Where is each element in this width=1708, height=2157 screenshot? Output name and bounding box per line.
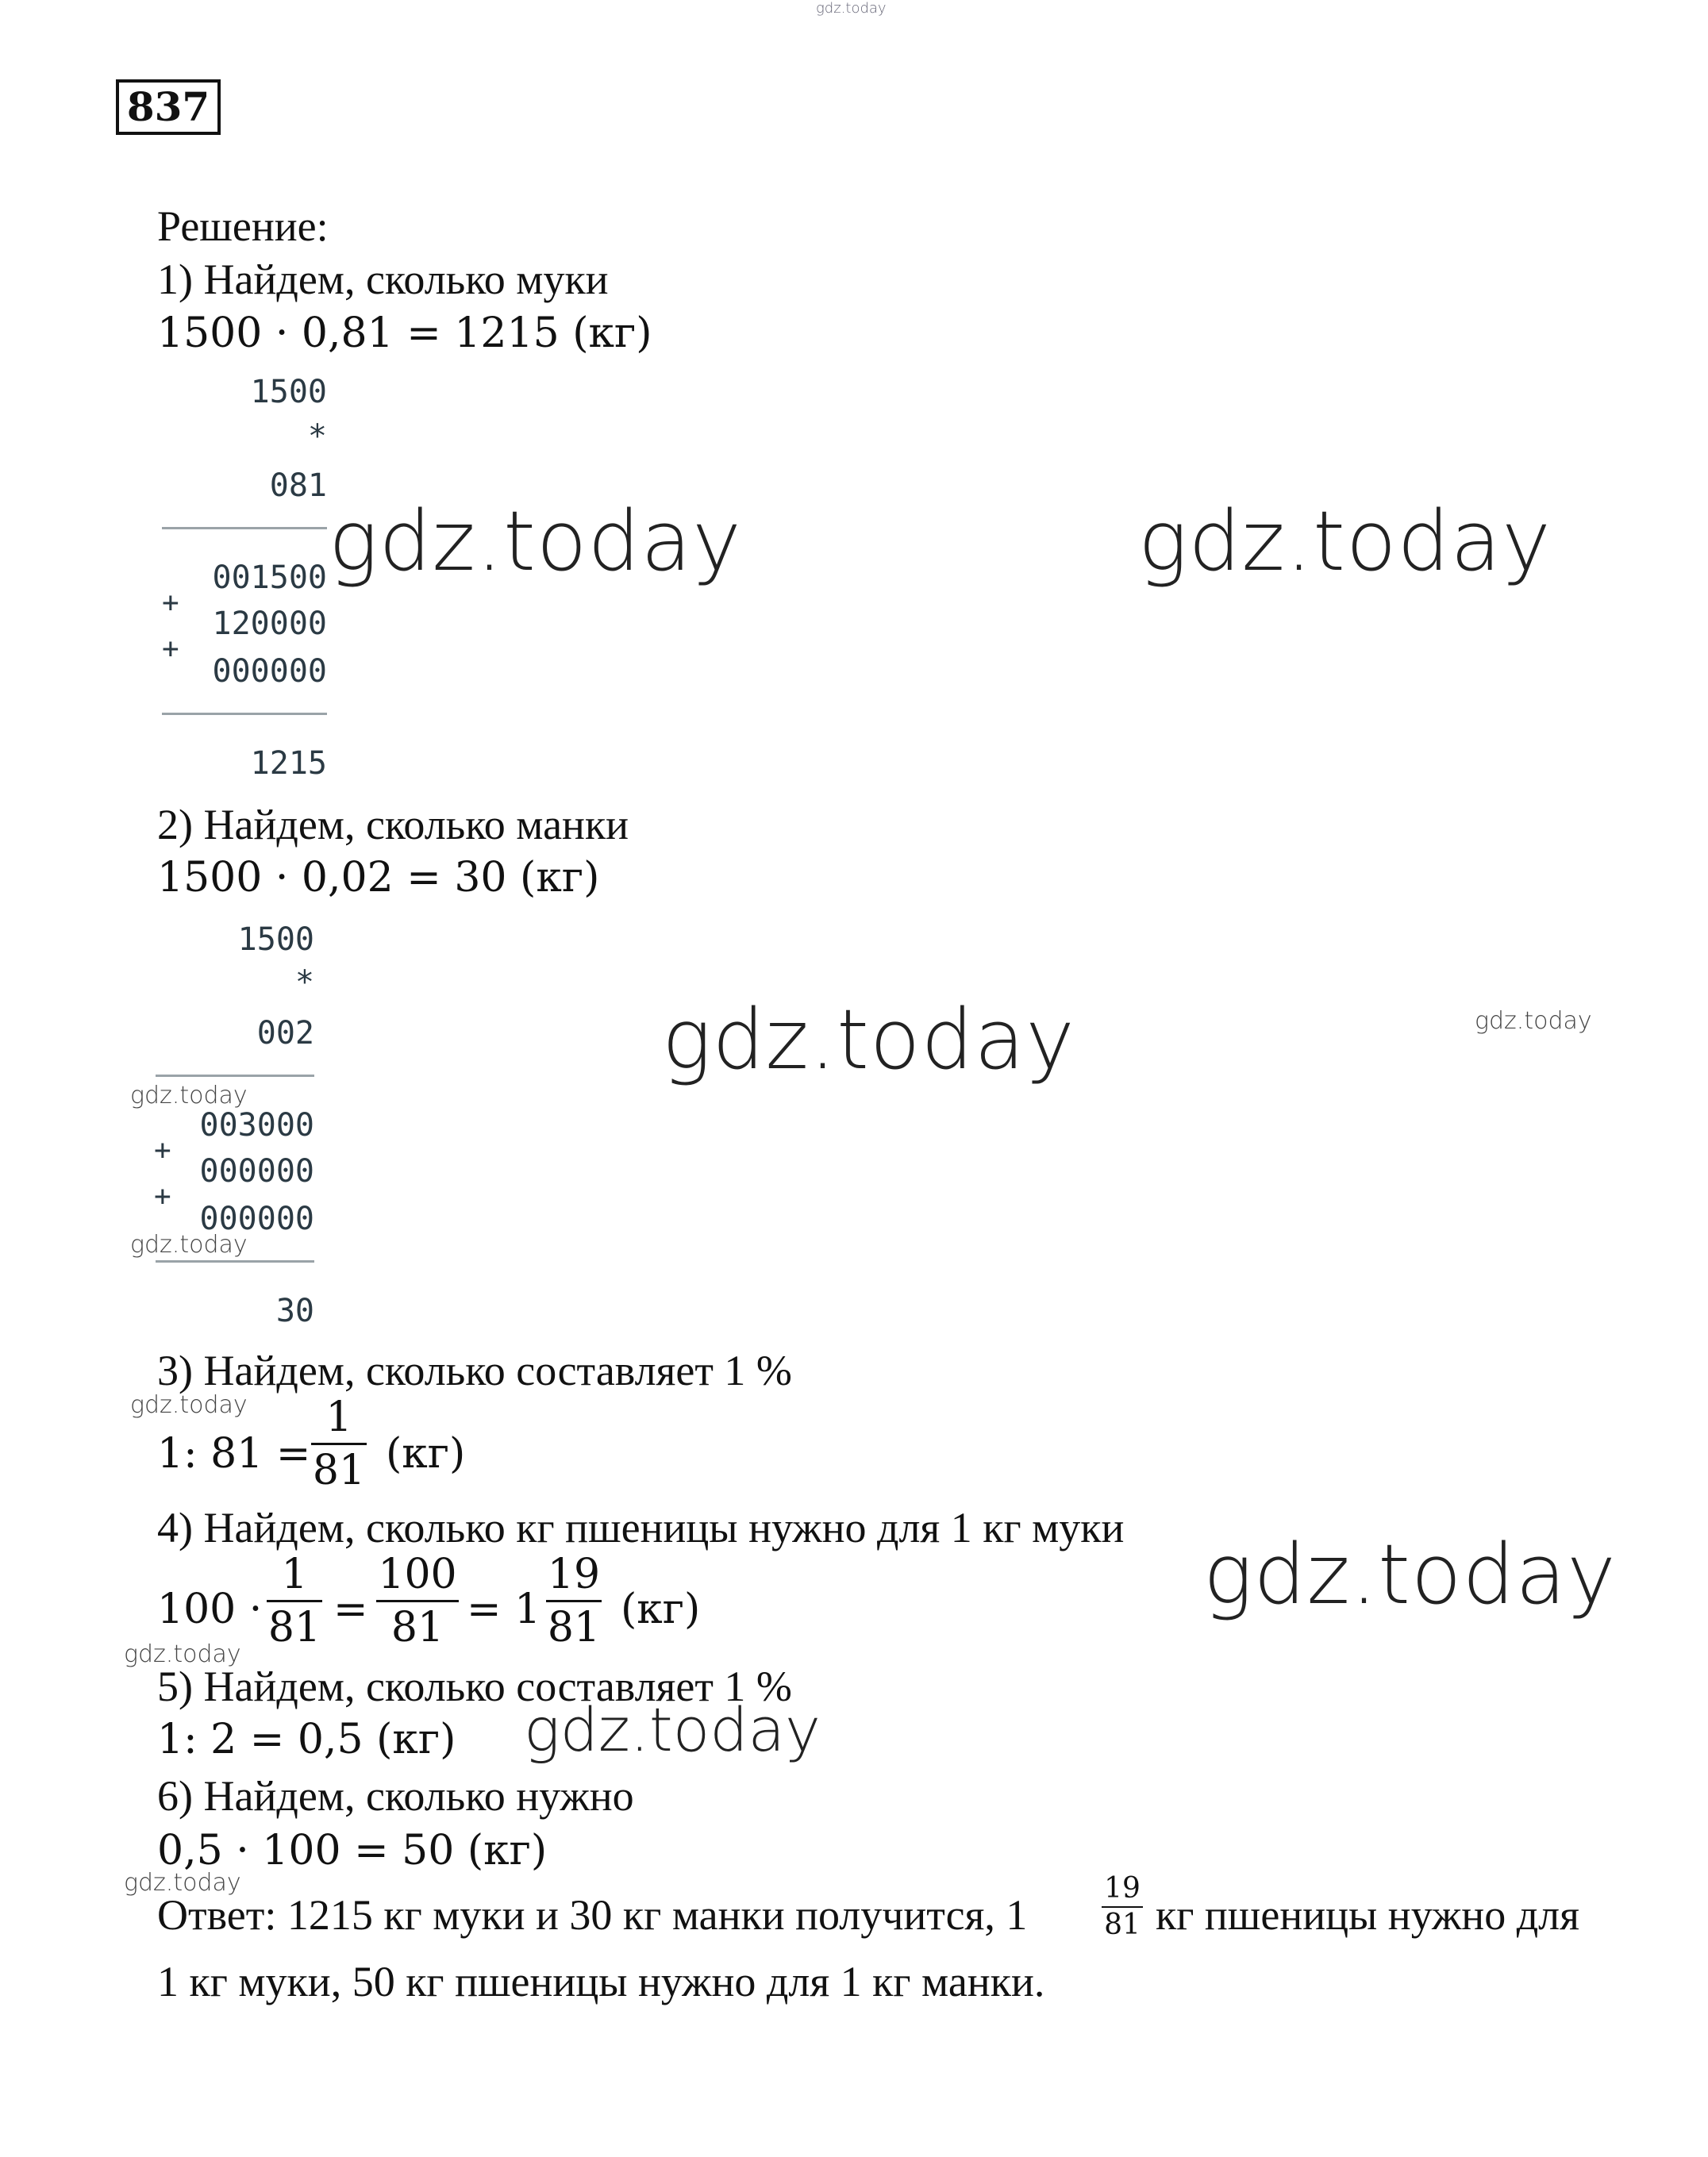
watermark-mid-1: gdz.today: [524, 1694, 821, 1765]
step1-col-plus1: +: [162, 586, 179, 619]
answer-frac-num: 19: [1104, 1872, 1141, 1905]
step2-col-partial1: 003000: [199, 1107, 314, 1144]
step3-frac-num: 1: [325, 1394, 352, 1441]
step4-frac3-bar: [546, 1600, 602, 1602]
answer-part1: Ответ: 1215 кг муки и 30 кг манки получится, 1: [157, 1891, 1028, 1939]
step3-title: 3) Найдем, сколько составляет 1 %: [157, 1347, 792, 1394]
step4-frac2-den: 81: [390, 1604, 444, 1651]
step2-col-plus1: +: [154, 1134, 171, 1167]
step5-equation: 1: 2 = 0,5 (кг): [157, 1716, 456, 1763]
answer-fraction: [1102, 1874, 1143, 1940]
watermark-small-5: gdz.today: [124, 1640, 241, 1668]
step1-col-op: *: [307, 418, 327, 455]
step1-col-partial1: 001500: [212, 559, 327, 596]
step1-col-partial3: 000000: [212, 653, 327, 690]
step2-col-partial3: 000000: [199, 1201, 314, 1237]
step3-unit: (кг): [386, 1430, 466, 1478]
step4-frac2-bar: [376, 1600, 459, 1602]
step1-col-partial2: 120000: [212, 606, 327, 642]
step1-col-multiplier: 081: [269, 467, 327, 504]
step4-frac3-num: 19: [547, 1551, 601, 1598]
step1-equation: 1500 · 0,81 = 1215 (кг): [157, 310, 652, 357]
step6-title: 6) Найдем, сколько нужно: [157, 1772, 634, 1820]
step2-col-partial2: 000000: [199, 1153, 314, 1190]
watermark-small-3: gdz.today: [130, 1231, 248, 1259]
step4-frac1-num: 1: [281, 1551, 308, 1598]
watermark-big-1: gdz.today: [329, 493, 742, 590]
problem-number: 837: [116, 79, 221, 135]
step5-title: 5) Найдем, сколько составляет 1 %: [157, 1663, 792, 1710]
step2-equation: 1500 · 0,02 = 30 (кг): [157, 854, 600, 902]
step4-title: 4) Найдем, сколько кг пшеницы нужно для 1 кг муки: [157, 1504, 1125, 1551]
step4-unit: (кг): [621, 1586, 701, 1633]
watermark-top: gdz.today: [816, 0, 887, 17]
step2-col-result: 30: [275, 1293, 314, 1329]
step4-frac2-num: 100: [378, 1551, 457, 1598]
watermark-small-2: gdz.today: [130, 1082, 248, 1109]
watermark-big-3: gdz.today: [662, 991, 1075, 1088]
step4-eq1: =: [333, 1586, 368, 1633]
step3-frac-bar: [311, 1443, 367, 1445]
step1-col-result: 1215: [250, 745, 327, 782]
step2-col-multiplier: 002: [256, 1015, 314, 1052]
answer-frac-bar: [1102, 1906, 1143, 1908]
answer-line2: 1 кг муки, 50 кг пшеницы нужно для 1 кг манки.: [157, 1958, 1045, 2005]
solution-label: Решение:: [157, 202, 329, 250]
step1-col-plus2: +: [162, 632, 179, 665]
watermark-big-4: gdz.today: [1203, 1526, 1617, 1623]
step3-lhs: 1: 81 =: [157, 1430, 311, 1478]
step1-col-top: 1500: [250, 374, 327, 410]
answer-part2: кг пшеницы нужно для: [1156, 1891, 1579, 1939]
step2-col-op: *: [294, 964, 314, 1001]
step4-frac3-den: 81: [547, 1604, 601, 1651]
watermark-big-2: gdz.today: [1138, 493, 1552, 590]
step4-lhs: 100 ·: [157, 1586, 263, 1633]
watermark-small-1: gdz.today: [1475, 1007, 1592, 1035]
step4-fraction-1: [267, 1551, 322, 1651]
step2-title: 2) Найдем, сколько манки: [157, 801, 629, 848]
step1-col-rule-1: [162, 527, 327, 529]
step4-fraction-2: [376, 1551, 459, 1651]
step2-col-rule-2: [156, 1260, 314, 1263]
step1-col-rule-2: [162, 713, 327, 715]
step4-frac1-den: 81: [267, 1604, 321, 1651]
step2-col-plus2: +: [154, 1180, 171, 1213]
watermark-small-4: gdz.today: [130, 1391, 248, 1419]
step4-fraction-3: [546, 1551, 602, 1651]
step3-frac-den: 81: [312, 1447, 366, 1494]
step4-frac1-bar: [267, 1600, 322, 1602]
watermark-small-6: gdz.today: [124, 1869, 241, 1897]
step4-eq2: = 1: [467, 1586, 541, 1633]
step1-title: 1) Найдем, сколько муки: [157, 256, 609, 303]
step6-equation: 0,5 · 100 = 50 (кг): [157, 1827, 548, 1874]
step2-col-top: 1500: [237, 921, 314, 958]
answer-frac-den: 81: [1104, 1909, 1141, 1941]
step2-col-rule-1: [156, 1075, 314, 1077]
step3-fraction: [311, 1394, 367, 1494]
